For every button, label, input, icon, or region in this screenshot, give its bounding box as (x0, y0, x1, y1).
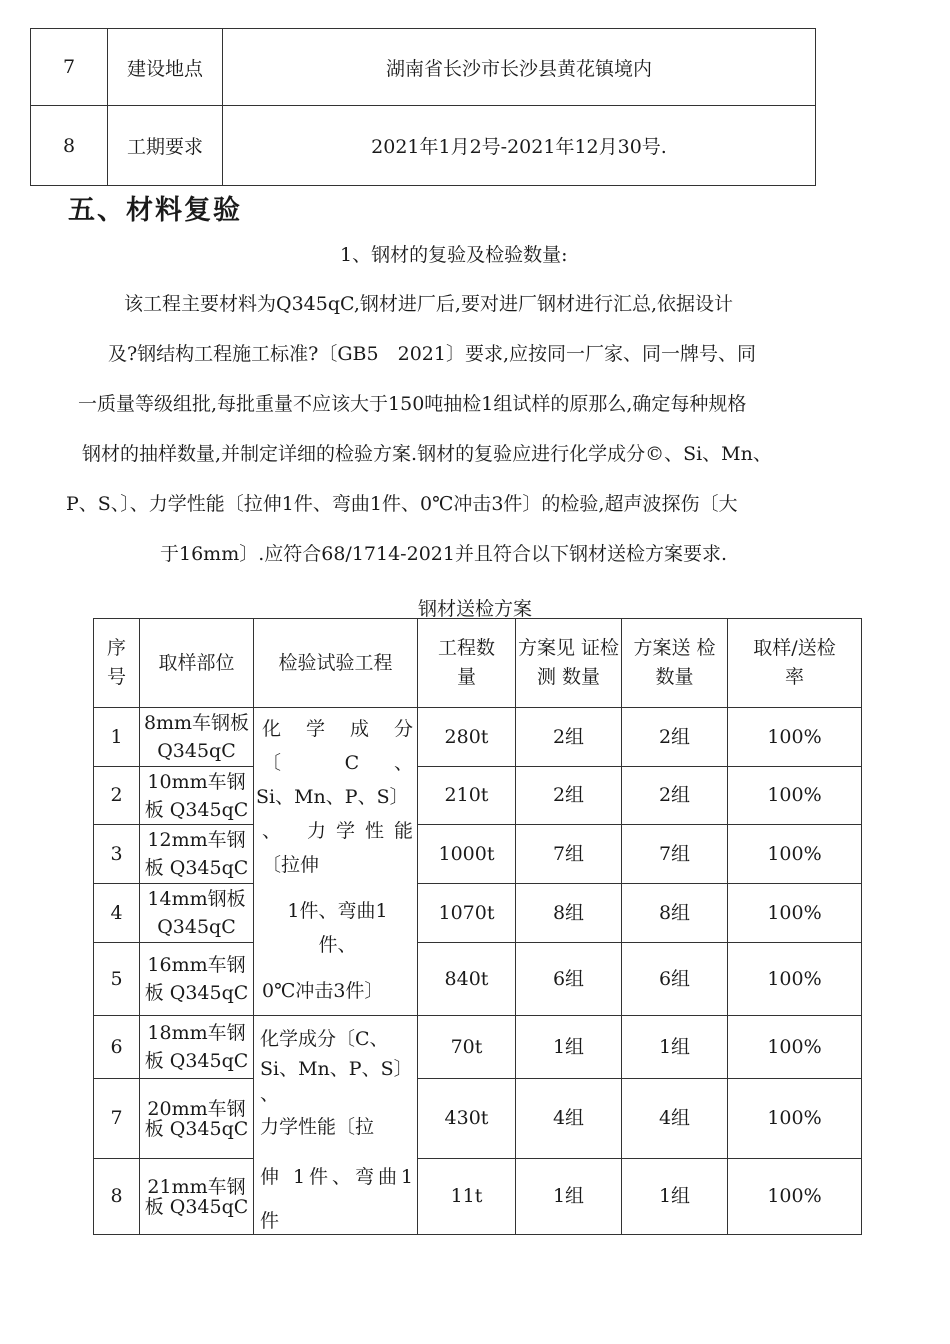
sampling-rate: 100% (728, 825, 862, 884)
test-item-line: 件 (260, 1210, 280, 1229)
sampling-rate: 100% (728, 943, 862, 1016)
table-header-row (94, 619, 862, 708)
send-quantity: 1组 (622, 1016, 728, 1079)
sample-part (140, 884, 254, 943)
sampling-rate: 100% (728, 767, 862, 825)
sample-part-line: 14mm钢板 (147, 888, 246, 910)
sampling-rate: 100% (728, 884, 862, 943)
table-row (94, 943, 862, 1016)
header-cell: 工程数量 (418, 619, 516, 708)
sample-part (140, 767, 254, 825)
sampling-rate: 100% (728, 1079, 862, 1159)
field-label: 工期要求 (108, 106, 223, 186)
sample-part (140, 708, 254, 767)
paragraph-line: 一质量等级组批,每批重量不应该大于150吨抽检1组试样的原那么,确定每种规格 (78, 393, 747, 415)
test-item-line: 件、 (318, 934, 357, 956)
header-cell: 取样部位 (140, 619, 254, 708)
sample-part-line: 板 Q345qC (144, 1050, 249, 1072)
row-number: 7 (31, 29, 108, 106)
sample-part-line: 10mm车钢 (147, 770, 246, 793)
header-cell: 取样/送检率 (728, 619, 862, 708)
sample-part-line: 16mm车钢 (147, 954, 246, 976)
test-item-line: 、 力学性能 (262, 820, 413, 842)
paragraph-line: 钢材的抽样数量,并制定详细的检验方案.钢材的复验应进行化学成分©、Si、Mn、 (82, 443, 772, 465)
send-quantity: 1组 (622, 1159, 728, 1235)
test-item-line: 化学成分〔C、 (260, 1028, 389, 1050)
table-row (31, 106, 816, 186)
witness-quantity: 1组 (516, 1016, 622, 1079)
sample-part-line: Q345qC (157, 916, 236, 938)
project-quantity: 11t (418, 1159, 516, 1235)
test-item-line: 力学性能〔拉 (260, 1116, 375, 1138)
sample-part (140, 943, 254, 1016)
header-cell: 方案见 证检测 数量 (516, 619, 622, 708)
table-row (94, 884, 862, 943)
row-number: 8 (94, 1159, 140, 1235)
sample-part (140, 1016, 254, 1079)
row-number: 2 (94, 767, 140, 825)
sample-part-line: 板 Q345qC (144, 857, 249, 879)
subsection-title: 1、钢材的复验及检验数量: (340, 244, 568, 266)
table-row (94, 767, 862, 825)
sampling-rate: 100% (728, 1159, 862, 1235)
test-item-line: 〔拉伸 (262, 854, 320, 876)
sample-part-line: Q345qC (157, 740, 236, 762)
test-items-clip (260, 1016, 413, 1229)
project-quantity: 280t (418, 708, 516, 767)
sample-part-line: 20mm车钢 (147, 1097, 246, 1120)
sample-part-line: 板 Q345qC (144, 982, 249, 1004)
paragraph-line: 于16mm〕.应符合68/1714-2021并且符合以下钢材送检方案要求. (160, 543, 727, 565)
sample-part-line: 板 Q345qC (144, 1117, 249, 1140)
witness-quantity: 4组 (516, 1079, 622, 1159)
send-quantity: 2组 (622, 708, 728, 767)
witness-quantity: 2组 (516, 767, 622, 825)
row-number: 1 (94, 708, 140, 767)
witness-quantity: 6组 (516, 943, 622, 1016)
table-row (94, 825, 862, 884)
field-value: 2021年1月2号-2021年12月30号. (223, 106, 816, 186)
table-caption: 钢材送检方案 (417, 598, 532, 620)
project-quantity: 1070t (418, 884, 516, 943)
send-quantity: 7组 (622, 825, 728, 884)
sampling-rate: 100% (728, 1016, 862, 1079)
row-number: 4 (94, 884, 140, 943)
send-quantity: 6组 (622, 943, 728, 1016)
witness-quantity: 1组 (516, 1159, 622, 1235)
paragraph-line: P、S、〕、力学性能〔拉伸1件、弯曲1件、0℃冲击3件〕的检验,超声波探伤〔大 (66, 493, 738, 515)
sample-part (140, 1079, 254, 1159)
sample-part-line: 板 Q345qC (144, 1195, 249, 1218)
row-number: 5 (94, 943, 140, 1016)
field-value: 湖南省长沙市长沙县黄花镇境内 (223, 29, 816, 106)
project-info-table (30, 28, 816, 186)
project-quantity: 70t (418, 1016, 516, 1079)
sample-part (140, 1159, 254, 1235)
header-cell: 方案送 检数量 (622, 619, 728, 708)
test-item-line: Si、Mn、P、S〕 (260, 1058, 413, 1080)
witness-quantity: 8组 (516, 884, 622, 943)
sample-part-line: 板 Q345qC (144, 798, 249, 821)
test-item-line: 0℃冲击3件〕 (262, 980, 384, 1002)
sampling-rate: 100% (728, 708, 862, 767)
paragraph-line: 该工程主要材料为Q345qC,钢材进厂后,要对进厂钢材进行汇总,依据设计 (124, 293, 733, 315)
send-quantity: 8组 (622, 884, 728, 943)
sample-part-line: 18mm车钢 (147, 1022, 246, 1044)
sample-part (140, 825, 254, 884)
test-items-cell (254, 1016, 418, 1235)
witness-quantity: 7组 (516, 825, 622, 884)
test-items-cell (254, 708, 418, 1016)
table-row (94, 1016, 862, 1079)
witness-quantity: 2组 (516, 708, 622, 767)
row-number: 8 (31, 106, 108, 186)
table-row (94, 708, 862, 767)
table-row (94, 1159, 862, 1235)
sample-part-line: 21mm车钢 (147, 1175, 246, 1198)
test-item-line: 、 (260, 1083, 280, 1105)
header-cell: 序号 (94, 619, 140, 708)
row-number: 7 (94, 1079, 140, 1159)
test-item-line: 1件、弯曲1 (287, 900, 388, 922)
project-quantity: 210t (418, 767, 516, 825)
project-quantity: 840t (418, 943, 516, 1016)
send-quantity: 2组 (622, 767, 728, 825)
sample-part-line: 12mm车钢 (147, 829, 246, 851)
field-label: 建设地点 (108, 29, 223, 106)
sample-part-line: 8mm车钢板 (143, 712, 250, 734)
table-row (94, 1079, 862, 1159)
row-number: 3 (94, 825, 140, 884)
header-cell: 检验试验工程 (254, 619, 418, 708)
paragraph-line: 及?钢结构工程施工标准?〔GB5 2021〕要求,应按同一厂家、同一牌号、同 (108, 343, 756, 365)
row-number: 6 (94, 1016, 140, 1079)
test-item-line: 化学成分 (262, 718, 413, 740)
test-item-line: 伸 1件、弯曲1 (260, 1166, 413, 1188)
test-item-line: Si、Mn、P、S〕 (256, 786, 409, 808)
section-title: 五、材料复验 (68, 195, 242, 226)
table-row (31, 29, 816, 106)
project-quantity: 430t (418, 1079, 516, 1159)
send-quantity: 4组 (622, 1079, 728, 1159)
project-quantity: 1000t (418, 825, 516, 884)
test-item-line: 〔 C 、 (262, 752, 413, 774)
inspection-table (93, 618, 862, 1235)
